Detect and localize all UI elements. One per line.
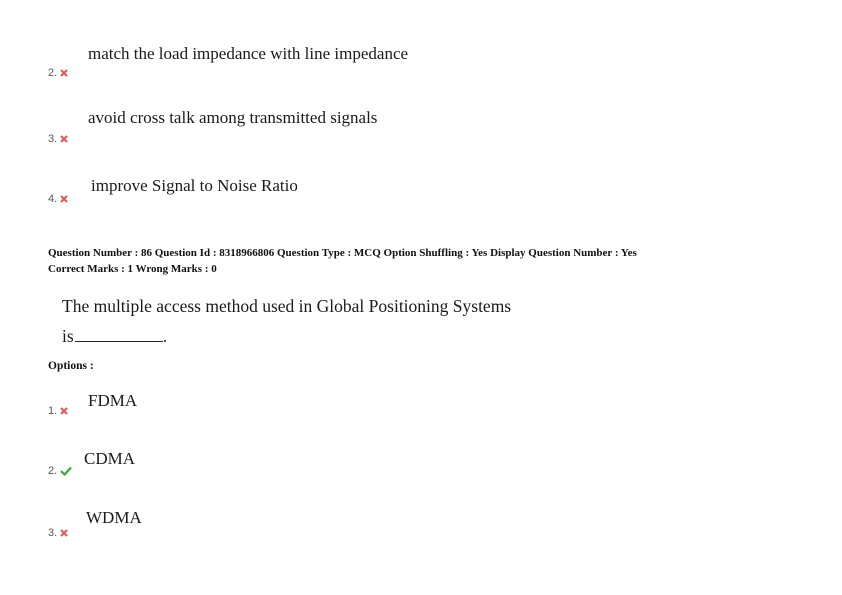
option-number-prev-4 xyxy=(48,193,68,205)
option-number-prev-3 xyxy=(48,133,68,145)
option-text-1: FDMA xyxy=(88,391,138,410)
option-text-prev-3: avoid cross talk among transmitted signals xyxy=(88,108,378,127)
check-icon xyxy=(60,466,72,476)
option-number-label: 2. xyxy=(48,465,58,477)
option-number-2 xyxy=(48,465,72,477)
question-text-line2 xyxy=(62,326,167,347)
option-number-label: 4. xyxy=(48,193,58,205)
question-meta-line1: Question Number : 86 Question Id : 8318966806 Question Type : MCQ Option Shuffling : Yes Display Question Number : Yes xyxy=(48,247,637,259)
option-number-3 xyxy=(48,527,68,539)
option-number-label: 1. xyxy=(48,405,58,417)
option-number-prev-2 xyxy=(48,67,68,79)
question-text-line1: The multiple access method used in Global Positioning Systems xyxy=(62,296,512,316)
option-text-3: WDMA xyxy=(86,508,142,527)
question-text-is: is xyxy=(62,326,74,346)
option-number-label: 3. xyxy=(48,133,58,145)
option-number-1 xyxy=(48,405,68,417)
option-text-prev-2: match the load impedance with line impedance xyxy=(88,44,409,63)
cross-icon xyxy=(60,407,68,415)
option-number-label: 3. xyxy=(48,527,58,539)
answer-blank xyxy=(75,327,163,342)
cross-icon xyxy=(60,529,68,537)
option-number-label: 2. xyxy=(48,67,58,79)
cross-icon xyxy=(60,135,68,143)
question-meta-line2: Correct Marks : 1 Wrong Marks : 0 xyxy=(48,263,217,275)
options-label: Options : xyxy=(48,360,94,372)
cross-icon xyxy=(60,195,68,203)
option-text-prev-4: improve Signal to Noise Ratio xyxy=(91,176,298,195)
cross-icon xyxy=(60,69,68,77)
question-text-period: . xyxy=(162,326,168,346)
option-text-2: CDMA xyxy=(84,449,136,468)
